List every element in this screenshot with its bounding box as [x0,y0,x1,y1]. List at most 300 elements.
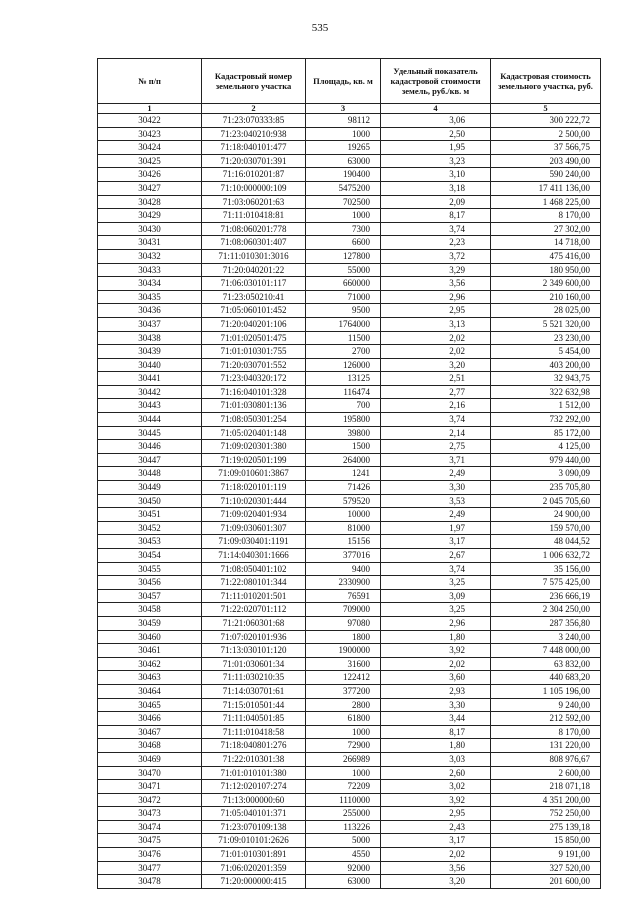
area-cell: 1900000 [306,644,381,658]
area-cell: 63000 [306,154,381,168]
table-row [98,861,601,875]
area-cell: 660000 [306,277,381,291]
cadastral-value-cell: 808 976,67 [491,752,601,766]
cadastral-value-cell: 235 705,80 [491,481,601,495]
cadastral-number-cell: 71:05:060101:452 [202,304,306,318]
area-cell: 2700 [306,345,381,359]
table-row [98,440,601,454]
area-cell: 39800 [306,426,381,440]
area-cell: 71426 [306,481,381,495]
row-number-cell: 30477 [98,861,202,875]
unit-rate-cell: 8,17 [381,209,491,223]
row-number-cell: 30435 [98,290,202,304]
table-row [98,508,601,522]
table-row [98,222,601,236]
area-cell: 5475200 [306,181,381,195]
row-number-cell: 30443 [98,399,202,413]
cadastral-number-cell: 71:08:050401:102 [202,562,306,576]
table-row [98,712,601,726]
table-row [98,453,601,467]
table-row [98,589,601,603]
table-row [98,603,601,617]
table-row [98,630,601,644]
unit-rate-cell: 3,56 [381,861,491,875]
area-cell: 1110000 [306,793,381,807]
unit-rate-cell: 2,77 [381,385,491,399]
area-cell: 377200 [306,684,381,698]
table-row [98,576,601,590]
cadastral-table [97,58,601,889]
unit-rate-cell: 2,67 [381,549,491,563]
table-row [98,236,601,250]
area-cell: 9500 [306,304,381,318]
row-number-cell: 30422 [98,114,202,128]
row-number-cell: 30453 [98,535,202,549]
cadastral-value-cell: 275 139,18 [491,820,601,834]
cadastral-number-cell: 71:23:050210:41 [202,290,306,304]
cadastral-value-cell: 4 125,00 [491,440,601,454]
table-row [98,875,601,889]
area-cell: 1764000 [306,317,381,331]
area-cell: 122412 [306,671,381,685]
row-number-cell: 30426 [98,168,202,182]
area-cell: 13125 [306,372,381,386]
cadastral-number-cell: 71:09:030601:307 [202,521,306,535]
cadastral-number-cell: 71:20:030701:552 [202,358,306,372]
area-cell: 700 [306,399,381,413]
cadastral-number-cell: 71:13:000000:60 [202,793,306,807]
area-cell: 1000 [306,209,381,223]
row-number-cell: 30438 [98,331,202,345]
cadastral-number-cell: 71:01:030601:34 [202,657,306,671]
unit-rate-cell: 1,80 [381,739,491,753]
table-row [98,766,601,780]
row-number-cell: 30462 [98,657,202,671]
row-number-cell: 30428 [98,195,202,209]
area-cell: 126000 [306,358,381,372]
table-row [98,834,601,848]
area-cell: 15156 [306,535,381,549]
area-cell: 2800 [306,698,381,712]
table-row [98,848,601,862]
cadastral-value-cell: 7 448 000,00 [491,644,601,658]
cadastral-value-cell: 475 416,00 [491,249,601,263]
header-col-index: 3 [306,104,381,114]
table-row [98,263,601,277]
table-row [98,535,601,549]
table-row [98,698,601,712]
area-cell: 255000 [306,807,381,821]
row-number-cell: 30454 [98,549,202,563]
row-number-cell: 30478 [98,875,202,889]
unit-rate-cell: 3,25 [381,603,491,617]
row-number-cell: 30458 [98,603,202,617]
area-cell: 702500 [306,195,381,209]
area-cell: 98112 [306,114,381,128]
unit-rate-cell: 2,96 [381,616,491,630]
area-cell: 266989 [306,752,381,766]
unit-rate-cell: 2,95 [381,807,491,821]
cadastral-number-cell: 71:01:020501:475 [202,331,306,345]
cadastral-number-cell: 71:11:010418:58 [202,725,306,739]
unit-rate-cell: 3,20 [381,875,491,889]
unit-rate-cell: 3,02 [381,780,491,794]
cadastral-value-cell: 63 832,00 [491,657,601,671]
table-row [98,657,601,671]
table-row [98,195,601,209]
cadastral-value-cell: 752 250,00 [491,807,601,821]
unit-rate-cell: 3,30 [381,481,491,495]
cadastral-number-cell: 71:08:060301:407 [202,236,306,250]
cadastral-number-cell: 71:06:030101:117 [202,277,306,291]
cadastral-value-cell: 2 045 705,60 [491,494,601,508]
unit-rate-cell: 3,92 [381,644,491,658]
table-row [98,345,601,359]
cadastral-number-cell: 71:11:010201:501 [202,589,306,603]
table-row [98,494,601,508]
row-number-cell: 30427 [98,181,202,195]
area-cell: 1000 [306,127,381,141]
cadastral-number-cell: 71:20:040201:22 [202,263,306,277]
row-number-cell: 30456 [98,576,202,590]
row-number-cell: 30433 [98,263,202,277]
cadastral-value-cell: 3 090,09 [491,467,601,481]
cadastral-number-cell: 71:11:010418:81 [202,209,306,223]
cadastral-value-cell: 27 302,00 [491,222,601,236]
cadastral-value-cell: 327 520,00 [491,861,601,875]
cadastral-value-cell: 17 411 136,00 [491,181,601,195]
cadastral-value-cell: 15 850,00 [491,834,601,848]
area-cell: 97080 [306,616,381,630]
table-row [98,290,601,304]
cadastral-number-cell: 71:14:040301:1666 [202,549,306,563]
cadastral-number-cell: 71:20:000000:415 [202,875,306,889]
table-row [98,521,601,535]
row-number-cell: 30446 [98,440,202,454]
cadastral-value-cell: 218 071,18 [491,780,601,794]
cadastral-value-cell: 300 222,72 [491,114,601,128]
table-row [98,616,601,630]
cadastral-value-cell: 1 105 196,00 [491,684,601,698]
cadastral-value-cell: 28 025,00 [491,304,601,318]
cadastral-number-cell: 71:19:020501:199 [202,453,306,467]
area-cell: 113226 [306,820,381,834]
header-col-index: 5 [491,104,601,114]
cadastral-number-cell: 71:14:030701:61 [202,684,306,698]
area-cell: 7300 [306,222,381,236]
cadastral-number-cell: 71:08:050301:254 [202,413,306,427]
cadastral-number-cell: 71:09:020301:380 [202,440,306,454]
unit-rate-cell: 3,72 [381,249,491,263]
cadastral-number-cell: 71:01:030801:136 [202,399,306,413]
cadastral-number-cell: 71:20:030701:391 [202,154,306,168]
cadastral-number-cell: 71:11:040501:85 [202,712,306,726]
cadastral-number-cell: 71:03:060201:63 [202,195,306,209]
cadastral-value-cell: 2 349 600,00 [491,277,601,291]
area-cell: 1000 [306,766,381,780]
table-row [98,725,601,739]
unit-rate-cell: 1,97 [381,521,491,535]
area-cell: 4550 [306,848,381,862]
header-col-index: 4 [381,104,491,114]
cadastral-value-cell: 1 006 632,72 [491,549,601,563]
cadastral-value-cell: 23 230,00 [491,331,601,345]
table-row [98,562,601,576]
row-number-cell: 30473 [98,807,202,821]
cadastral-value-cell: 7 575 425,00 [491,576,601,590]
area-cell: 72209 [306,780,381,794]
area-cell: 10000 [306,508,381,522]
cadastral-value-cell: 180 950,00 [491,263,601,277]
row-number-cell: 30430 [98,222,202,236]
unit-rate-cell: 3,74 [381,562,491,576]
cadastral-value-cell: 5 454,00 [491,345,601,359]
cadastral-number-cell: 71:20:040201:106 [202,317,306,331]
unit-rate-cell: 2,96 [381,290,491,304]
unit-rate-cell: 3,29 [381,263,491,277]
cadastral-number-cell: 71:06:020201:359 [202,861,306,875]
row-number-cell: 30432 [98,249,202,263]
table-row [98,209,601,223]
row-number-cell: 30441 [98,372,202,386]
table-row [98,671,601,685]
unit-rate-cell: 3,30 [381,698,491,712]
row-number-cell: 30475 [98,834,202,848]
cadastral-number-cell: 71:10:020301:444 [202,494,306,508]
row-number-cell: 30468 [98,739,202,753]
table-row [98,385,601,399]
area-cell: 6600 [306,236,381,250]
table-row [98,304,601,318]
area-cell: 127800 [306,249,381,263]
area-cell: 11500 [306,331,381,345]
cadastral-number-cell: 71:01:010101:380 [202,766,306,780]
area-cell: 76591 [306,589,381,603]
cadastral-value-cell: 9 240,00 [491,698,601,712]
cadastral-value-cell: 2 304 250,00 [491,603,601,617]
cadastral-value-cell: 210 160,00 [491,290,601,304]
unit-rate-cell: 3,06 [381,114,491,128]
area-cell: 2330900 [306,576,381,590]
area-cell: 63000 [306,875,381,889]
row-number-cell: 30425 [98,154,202,168]
cadastral-number-cell: 71:23:040210:938 [202,127,306,141]
row-number-cell: 30436 [98,304,202,318]
cadastral-value-cell: 2 500,00 [491,127,601,141]
header-col-index: 2 [202,104,306,114]
header-col-index: 1 [98,104,202,114]
cadastral-number-cell: 71:23:040320:172 [202,372,306,386]
cadastral-value-cell: 32 943,75 [491,372,601,386]
cadastral-value-cell: 8 170,00 [491,725,601,739]
table-header [98,59,601,114]
area-cell: 71000 [306,290,381,304]
table-row [98,358,601,372]
unit-rate-cell: 2,75 [381,440,491,454]
cadastral-value-cell: 35 156,00 [491,562,601,576]
area-cell: 55000 [306,263,381,277]
cadastral-value-cell: 14 718,00 [491,236,601,250]
table-row [98,793,601,807]
cadastral-value-cell: 403 200,00 [491,358,601,372]
cadastral-value-cell: 85 172,00 [491,426,601,440]
cadastral-value-cell: 203 490,00 [491,154,601,168]
cadastral-number-cell: 71:09:020401:934 [202,508,306,522]
unit-rate-cell: 2,95 [381,304,491,318]
cadastral-number-cell: 71:22:080101:344 [202,576,306,590]
cadastral-value-cell: 1 512,00 [491,399,601,413]
table-row [98,168,601,182]
unit-rate-cell: 2,02 [381,345,491,359]
unit-rate-cell: 3,13 [381,317,491,331]
table-row [98,331,601,345]
unit-rate-cell: 1,95 [381,141,491,155]
cadastral-value-cell: 236 666,19 [491,589,601,603]
unit-rate-cell: 2,60 [381,766,491,780]
cadastral-number-cell: 71:18:040801:276 [202,739,306,753]
row-number-cell: 30442 [98,385,202,399]
unit-rate-cell: 1,80 [381,630,491,644]
unit-rate-cell: 2,02 [381,657,491,671]
unit-rate-cell: 3,10 [381,168,491,182]
unit-rate-cell: 2,02 [381,848,491,862]
cadastral-value-cell: 48 044,52 [491,535,601,549]
cadastral-number-cell: 71:23:070333:85 [202,114,306,128]
cadastral-value-cell: 979 440,00 [491,453,601,467]
area-cell: 264000 [306,453,381,467]
area-cell: 709000 [306,603,381,617]
row-number-cell: 30434 [98,277,202,291]
row-number-cell: 30466 [98,712,202,726]
cadastral-value-cell: 24 900,00 [491,508,601,522]
cadastral-number-cell: 71:23:070109:138 [202,820,306,834]
table-row [98,141,601,155]
row-number-cell: 30470 [98,766,202,780]
row-number-cell: 30437 [98,317,202,331]
cadastral-value-cell: 4 351 200,00 [491,793,601,807]
area-cell: 190400 [306,168,381,182]
area-cell: 195800 [306,413,381,427]
table-row [98,644,601,658]
unit-rate-cell: 3,74 [381,222,491,236]
area-cell: 61800 [306,712,381,726]
area-cell: 81000 [306,521,381,535]
row-number-cell: 30444 [98,413,202,427]
table-row [98,413,601,427]
cadastral-number-cell: 71:18:020101:119 [202,481,306,495]
unit-rate-cell: 3,20 [381,358,491,372]
unit-rate-cell: 2,50 [381,127,491,141]
table-row [98,399,601,413]
table-row [98,317,601,331]
row-number-cell: 30450 [98,494,202,508]
area-cell: 92000 [306,861,381,875]
table-row [98,249,601,263]
row-number-cell: 30467 [98,725,202,739]
cadastral-value-cell: 3 240,00 [491,630,601,644]
cadastral-number-cell: 71:21:060301:68 [202,616,306,630]
cadastral-value-cell: 201 600,00 [491,875,601,889]
unit-rate-cell: 2,49 [381,508,491,522]
cadastral-value-cell: 590 240,00 [491,168,601,182]
row-number-cell: 30476 [98,848,202,862]
page-number: 535 [311,22,329,34]
cadastral-number-cell: 71:01:010301:891 [202,848,306,862]
cadastral-number-cell: 71:08:060201:778 [202,222,306,236]
table-row [98,426,601,440]
table-row [98,154,601,168]
unit-rate-cell: 3,56 [381,277,491,291]
cadastral-number-cell: 71:15:010501:44 [202,698,306,712]
unit-rate-cell: 3,71 [381,453,491,467]
unit-rate-cell: 2,16 [381,399,491,413]
table-row [98,372,601,386]
unit-rate-cell: 3,44 [381,712,491,726]
cadastral-value-cell: 8 170,00 [491,209,601,223]
unit-rate-cell: 2,93 [381,684,491,698]
cadastral-number-cell: 71:09:030401:1191 [202,535,306,549]
cadastral-value-cell: 732 292,00 [491,413,601,427]
unit-rate-cell: 3,53 [381,494,491,508]
unit-rate-cell: 8,17 [381,725,491,739]
unit-rate-cell: 3,09 [381,589,491,603]
cadastral-value-cell: 1 468 225,00 [491,195,601,209]
area-cell: 1000 [306,725,381,739]
row-number-cell: 30447 [98,453,202,467]
cadastral-value-cell: 159 570,00 [491,521,601,535]
row-number-cell: 30431 [98,236,202,250]
header-row-number: № п/п [98,59,202,104]
cadastral-number-cell: 71:10:000000:109 [202,181,306,195]
cadastral-number-cell: 71:13:030101:120 [202,644,306,658]
header-area: Площадь, кв. м [306,59,381,104]
unit-rate-cell: 3,92 [381,793,491,807]
cadastral-value-cell: 2 600,00 [491,766,601,780]
unit-rate-cell: 3,25 [381,576,491,590]
row-number-cell: 30439 [98,345,202,359]
row-number-cell: 30448 [98,467,202,481]
unit-rate-cell: 3,23 [381,154,491,168]
area-cell: 31600 [306,657,381,671]
table-body [98,114,601,889]
cadastral-value-cell: 287 356,80 [491,616,601,630]
table-row [98,739,601,753]
table-row [98,820,601,834]
area-cell: 579520 [306,494,381,508]
row-number-cell: 30452 [98,521,202,535]
cadastral-number-cell: 71:16:040101:328 [202,385,306,399]
row-number-cell: 30460 [98,630,202,644]
cadastral-value-cell: 9 191,00 [491,848,601,862]
table-row [98,481,601,495]
area-cell: 9400 [306,562,381,576]
unit-rate-cell: 2,49 [381,467,491,481]
cadastral-number-cell: 71:16:010201:87 [202,168,306,182]
table-row [98,467,601,481]
row-number-cell: 30423 [98,127,202,141]
row-number-cell: 30474 [98,820,202,834]
table-row [98,807,601,821]
unit-rate-cell: 2,23 [381,236,491,250]
area-cell: 116474 [306,385,381,399]
unit-rate-cell: 2,02 [381,331,491,345]
row-number-cell: 30469 [98,752,202,766]
row-number-cell: 30457 [98,589,202,603]
cadastral-value-cell: 131 220,00 [491,739,601,753]
cadastral-value-cell: 5 521 320,00 [491,317,601,331]
cadastral-number-cell: 71:22:020701:112 [202,603,306,617]
row-number-cell: 30429 [98,209,202,223]
